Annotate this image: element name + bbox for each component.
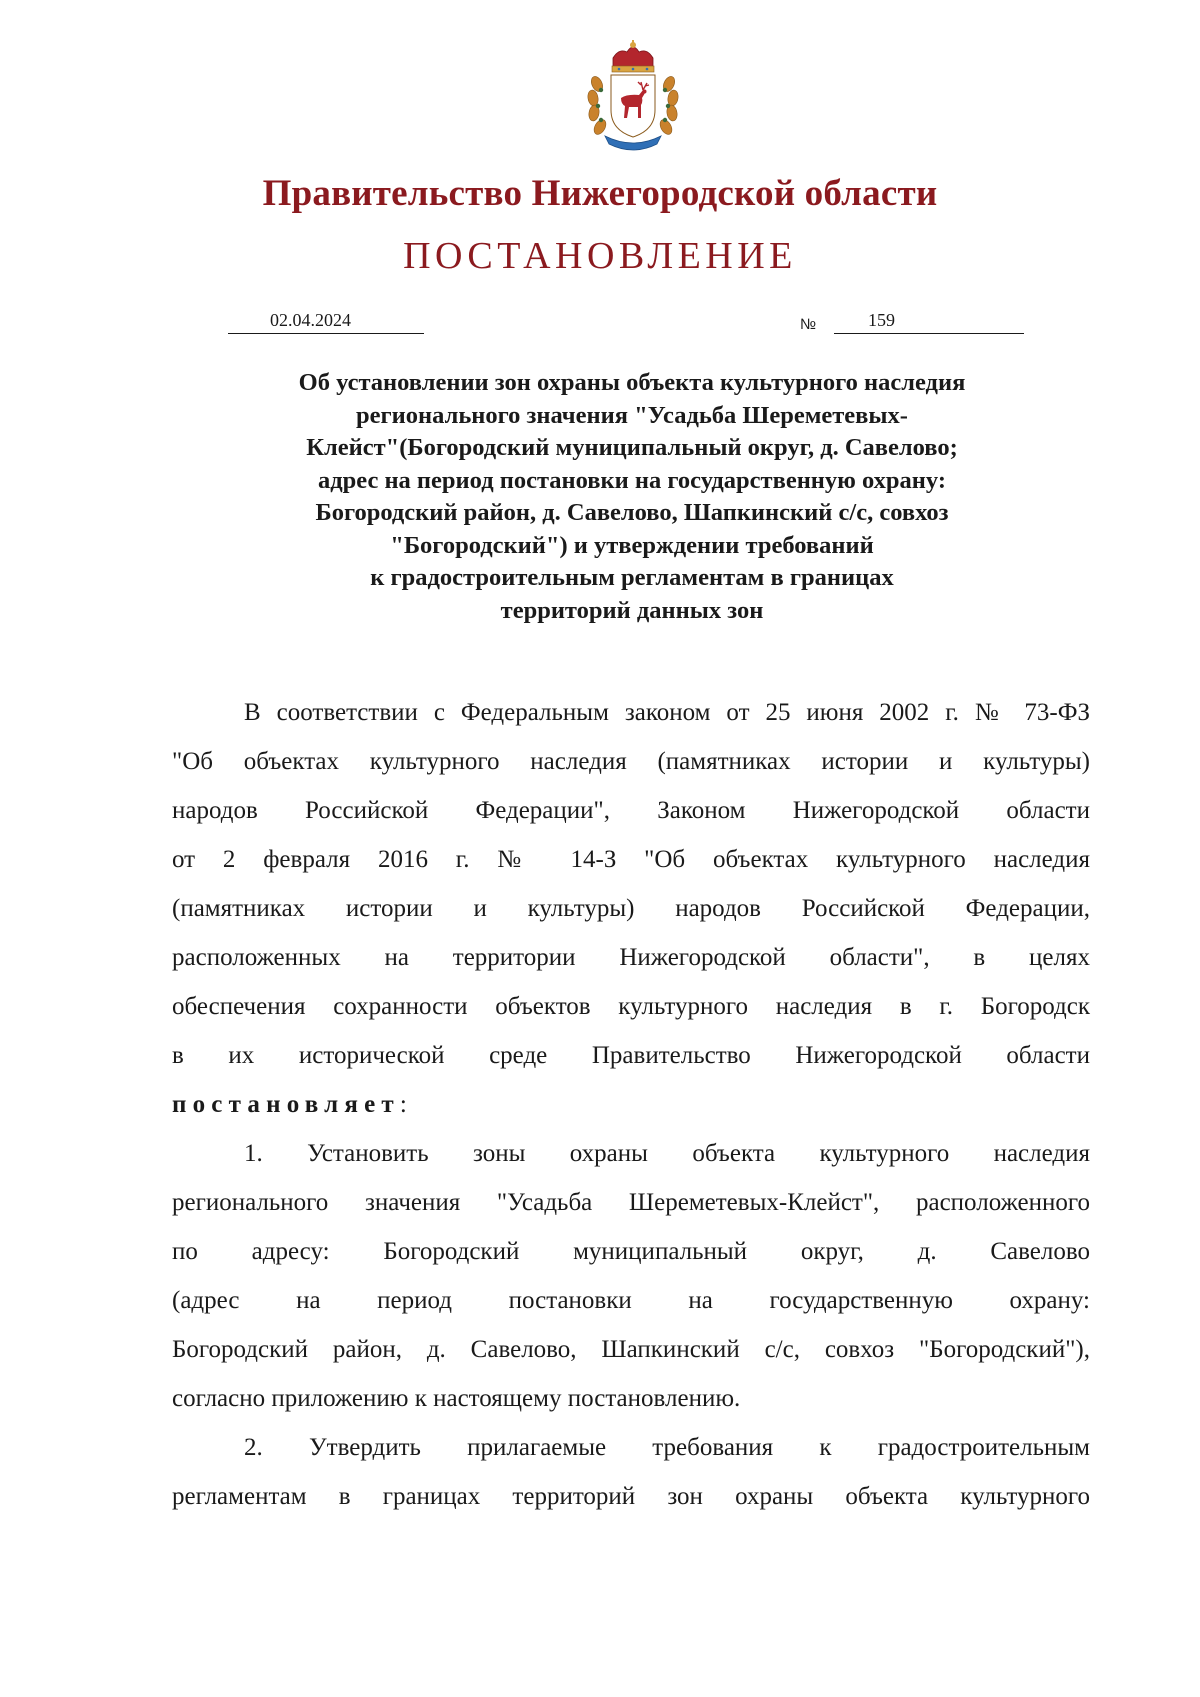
resolution-word: постановляет: [172, 1091, 400, 1118]
title-line: территорий данных зон: [500, 596, 764, 624]
body-line: 2. Утвердить прилагаемые требования к градостроительным: [244, 1434, 1090, 1461]
body-line: согласно приложению к настоящему постановлению.: [172, 1385, 741, 1412]
body-line: 1. Установить зоны охраны объекта культурного наследия: [244, 1140, 1090, 1167]
body-line: (адрес на период постановки на государственную охрану:: [172, 1287, 1090, 1314]
number-underline: [834, 311, 1024, 334]
document-date: 02.04.2024: [270, 310, 351, 330]
title-line: Об установлении зон охраны объекта культурного наследия: [298, 369, 966, 396]
body-line: регионального значения "Усадьба Шереметевых-Клейст", расположенного: [172, 1189, 1090, 1216]
body-line: В соответствии с Федеральным законом от 25 июня 2002 г. № 73-ФЗ: [244, 699, 1090, 726]
organization-name: Правительство Нижегородской области: [262, 173, 938, 214]
document-body: [172, 688, 1090, 1521]
body-line: расположенных на территории Нижегородской области", в целях: [172, 944, 1090, 971]
body-line: народов Российской Федерации", Законом Нижегородской области: [172, 797, 1090, 824]
title-line: "Богородский") и утверждении требований: [390, 531, 874, 559]
coat-of-arms-icon: [583, 38, 683, 156]
body-line: по адресу: Богородский муниципальный округ, д. Савелово: [172, 1238, 1090, 1265]
body-line: (памятниках истории и культуры) народов Российской Федерации,: [172, 895, 1090, 922]
body-line: от 2 февраля 2016 г. № 14-З "Об объектах культурного наследия: [172, 846, 1090, 873]
resolution-colon: :: [399, 1091, 407, 1118]
body-line: "Об объектах культурного наследия (памятниках истории и культуры): [172, 748, 1090, 775]
body-line: регламентам в границах территорий зон охраны объекта культурного: [172, 1483, 1090, 1510]
resolution-line: [172, 1080, 1090, 1129]
document-number: 159: [868, 310, 895, 330]
title-line: регионального значения "Усадьба Шереметевых-: [356, 401, 908, 429]
document-title: [172, 367, 1092, 627]
body-line: Богородский район, д. Савелово, Шапкинский с/с, совхоз "Богородский"),: [172, 1336, 1090, 1363]
title-line: Богородский район, д. Савелово, Шапкинский с/с, совхоз: [315, 499, 949, 526]
document-type: ПОСТАНОВЛЕНИЕ: [403, 235, 797, 277]
body-line: обеспечения сохранности объектов культурного наследия в г. Богородск: [172, 993, 1090, 1020]
title-line: к градостроительным регламентам в границах: [370, 564, 894, 591]
number-sign: №: [800, 316, 817, 333]
body-line: в их исторической среде Правительство Нижегородской области: [172, 1042, 1090, 1069]
title-line: адрес на период постановки на государственную охрану:: [318, 466, 946, 494]
title-line: Клейст"(Богородский муниципальный округ, д. Савелово;: [306, 434, 958, 461]
